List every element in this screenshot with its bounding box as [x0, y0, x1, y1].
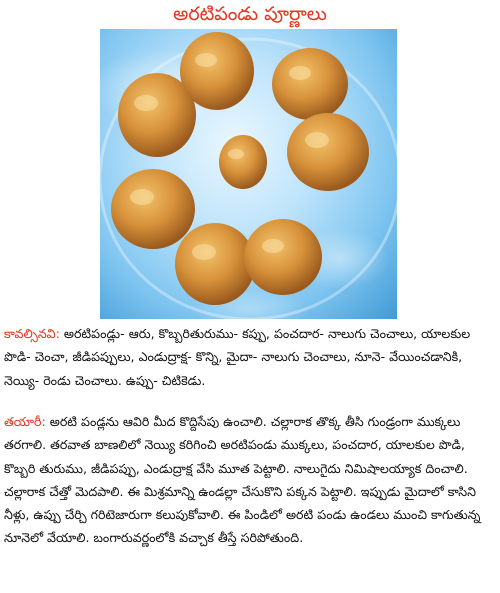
fried-ball: [111, 169, 195, 249]
fried-ball: [180, 32, 254, 110]
fried-ball: [287, 113, 369, 191]
ingredients-paragraph: [4, 322, 498, 392]
fried-ball: [244, 219, 322, 295]
fried-ball: [272, 48, 348, 120]
fried-ball: [175, 223, 255, 305]
recipe-title: అరటిపండు పూర్ణాలు: [173, 3, 327, 25]
banana-poori-photo: [100, 29, 397, 319]
fried-balls-illustration: [100, 29, 397, 319]
preparation-paragraph: [4, 410, 498, 550]
preparation-text: అరటి పండ్లను ఆవిరి మీద కొద్దిసేపు ఉంచాలి. చల్లారాక తొక్క తీసి గుండ్రంగా ముక్కలు తరగాలి. తరవాత బాణలిలో నెయ్యి కరిగించి అరటిపండు ముక్కలు, పంచదార, యాలకుల పొడి, కొబ్బరి తురుము, జీడిపప్పు, ఎండుద్రాక్ష వేసి మూత పెట్టాలి. నాలుగైదు నిమిషాలయ్యాక దించాలి. చల్లారాక చేత్తో మెదపాలి. ఈ మిశ్రమాన్ని ఉండల్లా చేసుకొని పక్కన పెట్టాలి. ఇప్పుడు మైదాలో కాసిని నీళ్లు, ఉప్పు చేర్చి గరిటెజారుగా కలుపుకోవాలి. ఈ పిండిలో అరటి పండు ఉండలు ముంచి కాగుతున్న నూనెలో వేయాలి. బంగారువర్ణంలోకి వచ్చాక తీస్తే సరిపోతుంది.: [4, 414, 481, 546]
preparation-label: తయారీ:: [4, 414, 46, 429]
fried-ball: [219, 135, 267, 189]
ingredients-text: అరటిపండ్లు- ఆరు, కొబ్బరితురుము- కప్పు, పంచదార- నాలుగు చెంచాలు, యాలకుల పొడి- చెంచా, జీడిపప్పులు, ఎండుద్రాక్ష- కొన్ని, మైదా- నాలుగు చెంచాలు, నూనె- వేయించడానికి, నెయ్యి- రెండు చెంచాలు. ఉప్పు- చిటికెడు.: [4, 326, 471, 388]
ingredients-label: కావల్సినవి:: [4, 326, 60, 341]
